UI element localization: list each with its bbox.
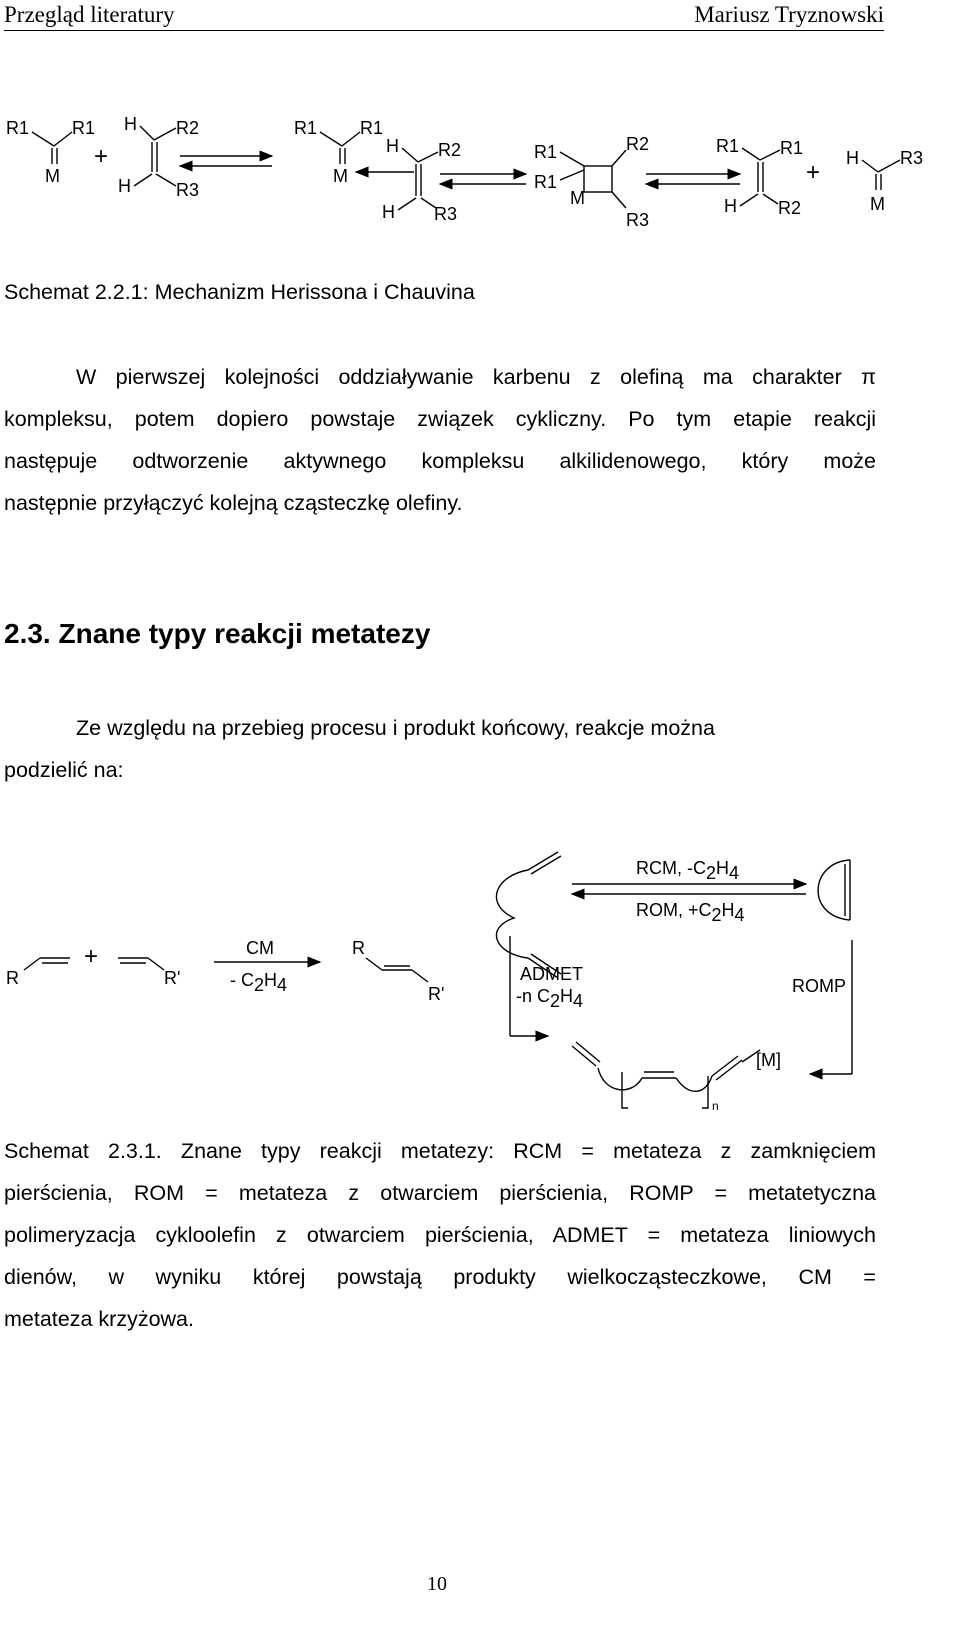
label-r1: R1 [294, 118, 318, 138]
plus-sign: + [806, 159, 821, 186]
rom-label: ROM, +C2H4 [636, 900, 745, 925]
label-r2: R2 [626, 134, 650, 154]
label-m: M [45, 166, 60, 186]
rcm-label: RCM, -C2H4 [636, 858, 740, 883]
text-line: kompleksu, potem dopiero powstaje związek cykliczny. Po tym etapie reakcji [4, 407, 876, 431]
header-divider [4, 30, 884, 31]
caption-line: pierścienia, ROM = metateza z otwarciem pierścienia, ROMP = metatetyczna [4, 1181, 876, 1205]
label-r1: R1 [716, 136, 740, 156]
label-r3: R3 [176, 180, 200, 200]
label-r2: R2 [176, 118, 200, 138]
mechanism-scheme [0, 100, 940, 240]
label-m: M [570, 188, 585, 208]
caption-line: dienów, w wyniku której powstają produkty wielkocząsteczkowe, CM = [4, 1265, 876, 1289]
text-line: Ze względu na przebieg procesu i produkt końcowy, reakcje można [76, 716, 715, 740]
plus-sign: + [94, 143, 109, 170]
header-left: Przegląd literatury [4, 2, 175, 27]
text-line: następuje odtworzenie aktywnego kompleksu alkilidenowego, który może [4, 449, 876, 473]
label-r3: R3 [434, 204, 458, 224]
label-h: H [386, 136, 399, 156]
section-heading: 2.3. Znane typy reakcji metatezy [4, 618, 431, 649]
label-r1: R1 [534, 172, 558, 192]
caption-line: metateza krzyżowa. [4, 1307, 194, 1331]
text-line: W pierwszej kolejności oddziaływanie karbenu z olefiną ma charakter π [76, 365, 876, 389]
paragraph [4, 356, 876, 524]
repeat-n-label: n [712, 1099, 719, 1113]
label-r1: R1 [72, 118, 96, 138]
r-prime-label: R' [428, 984, 445, 1004]
page-number: 10 [427, 1573, 447, 1595]
header-right: Mariusz Tryznowski [694, 2, 884, 27]
label-r2: R2 [778, 198, 802, 218]
label-h: H [124, 114, 137, 134]
figure-caption [4, 1130, 876, 1340]
admet-label: ADMET [520, 964, 583, 984]
admet-byproduct-label: -n C2H4 [516, 986, 584, 1011]
label-r3: R3 [900, 148, 924, 168]
scheme-caption: Schemat 2.2.1: Mechanizm Herissona i Chauvina [4, 280, 475, 304]
label-h: H [846, 148, 859, 168]
label-h: H [118, 176, 131, 196]
r-label: R [6, 968, 19, 988]
label-r1: R1 [534, 142, 558, 162]
label-h: H [382, 202, 395, 222]
label-m: M [333, 166, 348, 186]
label-r3: R3 [626, 210, 650, 230]
label-r1: R1 [6, 118, 30, 138]
catalyst-label: [M] [756, 1050, 781, 1070]
label-r2: R2 [438, 140, 462, 160]
romp-label: ROMP [792, 976, 846, 996]
cm-byproduct-label: - C2H4 [230, 970, 288, 995]
metathesis-types-scheme [0, 840, 940, 1130]
caption-line: polimeryzacja cykloolefin z otwarciem pierścienia, ADMET = metateza liniowych [4, 1223, 876, 1247]
label-m: M [870, 194, 885, 214]
r-label: R [352, 938, 365, 958]
text-line: podzielić na: [4, 758, 124, 782]
caption-line: Schemat 2.3.1. Znane typy reakcji metatezy: RCM = metateza z zamknięciem [4, 1139, 876, 1163]
label-h: H [724, 196, 737, 216]
label-r1: R1 [780, 138, 804, 158]
label-r1: R1 [360, 118, 384, 138]
text-line: następnie przyłączyć kolejną cząsteczkę olefiny. [4, 491, 463, 515]
r-prime-label: R' [164, 968, 181, 988]
plus-sign: + [84, 943, 99, 970]
cm-label: CM [246, 938, 274, 958]
